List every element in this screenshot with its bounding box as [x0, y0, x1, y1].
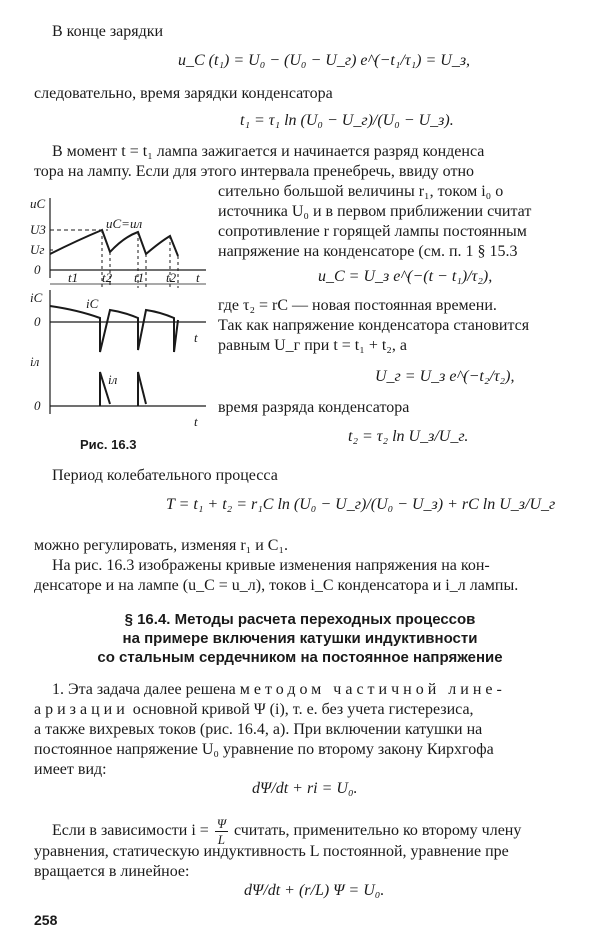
text-span: Если в зависимости i = [52, 822, 209, 840]
text-line: а также вихревых токов (рис. 16.4, а). При включении катушки на [34, 721, 483, 738]
section-heading: § 16.4. Методы расчета переходных процессов [124, 611, 476, 628]
equation-charge-time: t₁ = τ₁ ln (U₀ − U_г)/(U₀ − U_з). [240, 112, 454, 129]
text-line: Период колебательного процесса [52, 467, 278, 484]
t1-label: t1 [134, 270, 145, 285]
text-line: имеет вид: [34, 761, 107, 778]
section-heading: на примере включения катушки индуктивности [122, 630, 478, 647]
text-line: В конце зарядки [52, 23, 164, 40]
u3-label: U3 [30, 222, 46, 237]
equation-charge-voltage: u_C (t₁) = U₀ − (U₀ − U_г) e^(−t₁/τ₁) = U_з, [178, 52, 471, 69]
text-line: время разряда конденсатора [218, 399, 410, 416]
t-axis-label: t [194, 414, 198, 429]
text-line: На рис. 16.3 изображены кривые изменения напряжения на кон- [52, 557, 490, 574]
text-line: денсаторе и на лампе (u_C = u_л), токов i_C конденсатора и i_л лампы. [34, 577, 519, 594]
figure-caption: Рис. 16.3 [80, 437, 137, 452]
text-line [34, 700, 474, 720]
section-heading: со стальным сердечником на постоянное напряжение [97, 649, 503, 666]
text-span: основной кривой Ψ (i), т. е. без учета гистерезиса, [128, 701, 474, 718]
text-line: уравнения, статическую индуктивность L постоянной, уравнение пре [34, 843, 509, 860]
text-line: можно регулировать, изменяя r₁ и C₁. [34, 537, 289, 554]
equation-period: T = t₁ + t₂ = r₁C ln (U₀ − U_г)/(U₀ − U_з) + rC ln U_з/U_г [166, 496, 556, 513]
equation-discharge-voltage: u_C = U_з e^(−(t − t₁)/τ₂), [318, 268, 493, 285]
text-line: напряжение на конденсаторе (см. п. 1 § 15.3 [218, 243, 518, 260]
text-line: равным U_г при t = t₁ + t₂, а [218, 337, 407, 354]
text-line: сительно большой величины r₁, током i₀ о [218, 183, 504, 200]
equation-discharge-time: t₂ = τ₂ ln U_з/U_г. [348, 428, 469, 445]
emphasis: методом частичной лине- [239, 681, 506, 698]
text-line: тора на лампу. Если для этого интервала пренебречь, ввиду отно [34, 163, 474, 180]
text-line: следовательно, время зарядки конденсатора [34, 85, 333, 102]
il-curve-label: iл [108, 372, 118, 387]
zero-label: 0 [34, 314, 41, 329]
t-axis-label: t [196, 270, 200, 285]
text-span: 1. Эта задача далее решена [52, 681, 240, 698]
text-line: где τ₂ = rC — новая постоянная времени. [218, 297, 497, 314]
uc-axis-label: uC [30, 196, 46, 211]
text-line: постоянное напряжение U₀ уравнение по второму закону Кирхгофа [34, 741, 494, 758]
t1-label: t1 [68, 270, 79, 285]
text-line: вращается в линейное: [34, 863, 190, 880]
zero-label: 0 [34, 398, 41, 413]
text-line: сопротивление r горящей лампы постоянным [218, 223, 527, 240]
ur-label: Uг [30, 242, 45, 257]
ic-axis-label: iC [30, 290, 43, 305]
text-line: Так как напряжение конденсатора становится [218, 317, 530, 334]
text-line: В момент t = t₁ лампа зажигается и начинается разряд конденса [52, 143, 485, 160]
emphasis: аризации [34, 701, 129, 718]
ic-curve-label: iC [86, 296, 99, 311]
equation-threshold: U_г = U_з e^(−t₂/τ₂), [375, 368, 515, 385]
text-span: считать, применительно ко второму члену [229, 822, 522, 840]
t2-label: t2 [102, 270, 113, 285]
t-axis-label: t [194, 330, 198, 345]
equation-kirchhoff: dΨ/dt + ri = U₀. [252, 780, 358, 797]
equation-linear: dΨ/dt + (r/L) Ψ = U₀. [244, 882, 385, 899]
text-line: источника U₀ и в первом приближении считат [218, 203, 532, 220]
text-line: Если в зависимости i = $\frac{\Psi}{L}$ считать, применительно ко второму члену [52, 816, 522, 847]
zero-label: 0 [34, 262, 41, 277]
t2-label: t2 [166, 270, 177, 285]
text-line [52, 680, 506, 700]
figure-16-3 [28, 192, 218, 432]
uc-ul-label: uC=uл [106, 216, 143, 231]
page-number: 258 [34, 912, 58, 928]
il-axis-label: iл [30, 354, 40, 369]
